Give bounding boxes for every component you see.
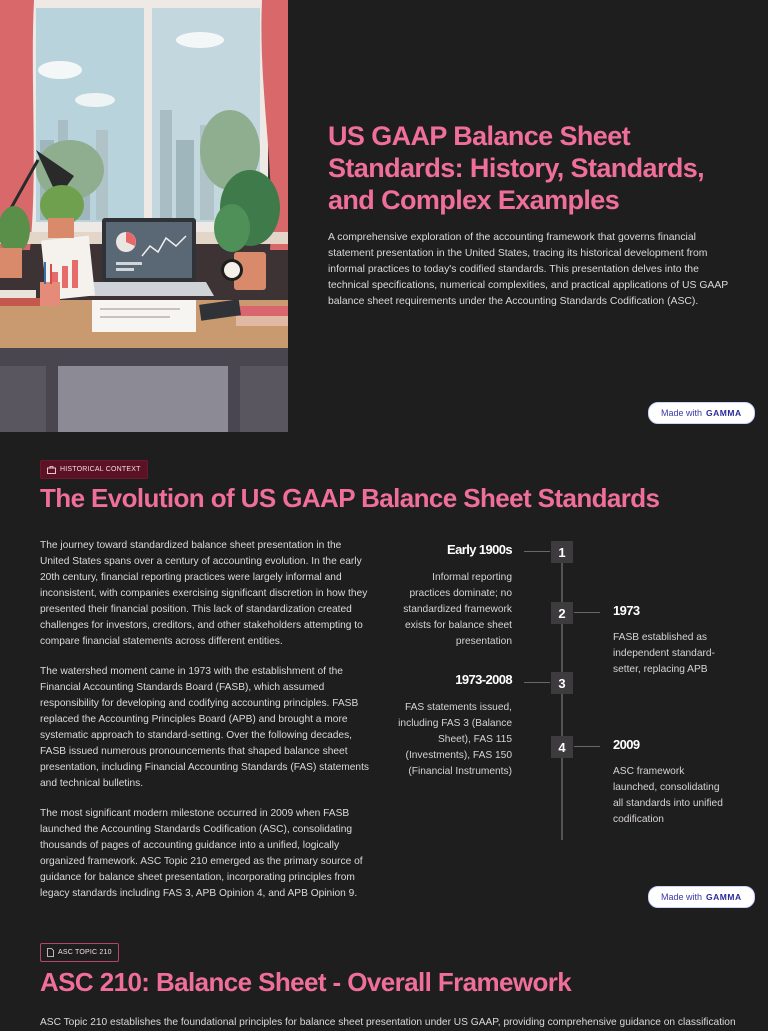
timeline bbox=[392, 538, 752, 848]
timeline-marker: 3 bbox=[551, 672, 573, 694]
section-body: ASC Topic 210 establishes the foundational principles for balance sheet presentation under US GAAP, providing comprehensive guidance on classification bbox=[40, 1017, 736, 1028]
badge-brand: GAMMA bbox=[706, 892, 742, 902]
made-with-gamma-badge[interactable] bbox=[648, 886, 755, 908]
workspace-illustration bbox=[0, 0, 288, 432]
timeline-year: 1973-2008 bbox=[455, 672, 512, 687]
paragraph: The journey toward standardized balance sheet presentation in the United States spans over a century of accounting evolution. In the early 20th century, financial reporting practices were largely informal and inconsistent, with companies exercising significant discretion in how they presented their financial position. This lack of standardization created challenges for investors, creditors, and other stakeholders attempting to compare financial statements across different entities. bbox=[40, 540, 368, 647]
timeline-year: 2009 bbox=[613, 737, 640, 752]
section-title: The Evolution of US GAAP Balance Sheet Standards bbox=[40, 483, 660, 513]
timeline-year: 1973 bbox=[613, 603, 640, 618]
badge-prefix: Made with bbox=[661, 408, 703, 418]
timeline-text: FASB established as independent standard-setter, replacing APB bbox=[613, 632, 715, 675]
timeline-text: ASC framework launched, consolidating all standards into unified codification bbox=[613, 766, 723, 825]
title-slide bbox=[0, 0, 768, 432]
document-icon bbox=[47, 948, 54, 957]
section-title: ASC 210: Balance Sheet - Overall Framework bbox=[40, 967, 572, 997]
paragraph: The most significant modern milestone occurred in 2009 when FASB launched the Accounting Standards Codification (ASC), consolidating thousands of pages of accounting guidance into a unified, logically organized framework. ASC Topic 210 emerged as the primary source of guidance for balance sheet presentation, incorporating principles from legacy standards including FAS 3, APB Opinion 4, and APB Opinion 9. bbox=[40, 808, 363, 899]
timeline-year: Early 1900s bbox=[447, 542, 512, 557]
timeline-connector bbox=[524, 551, 550, 552]
section-tag-label: HISTORICAL CONTEXT bbox=[60, 466, 141, 473]
asc-210-slide bbox=[0, 922, 768, 1028]
timeline-text: FAS statements issued, including FAS 3 (Balance Sheet), FAS 115 (Investments), FAS 150 (Financial Instruments) bbox=[398, 702, 512, 777]
timeline-connector bbox=[574, 612, 600, 613]
history-body bbox=[40, 538, 372, 916]
briefcase-icon bbox=[47, 466, 56, 474]
presentation-title: US GAAP Balance Sheet Standards: History, Standards, and Complex Examples bbox=[328, 121, 705, 215]
timeline-text: Informal reporting practices dominate; no standardized framework exists for balance sheet presentation bbox=[403, 572, 512, 647]
hero-illustration bbox=[0, 0, 288, 432]
presentation-description: A comprehensive exploration of the accounting framework that governs financial statement presentation in the United States, tracing its historical development from informal practices to today's codified standards. This presentation delves into the technical specifications, numerical complexities, and practical applications of US GAAP balance sheet requirements under the Accounting Standards Codification (ASC). bbox=[328, 232, 729, 307]
paragraph: The watershed moment came in 1973 with the establishment of the Financial Accounting Standards Board (FASB), which assumed responsibility for developing and codifying accounting principles. FASB replaced the Accounting Principles Board (APB) and brought a more systematic approach to standard-setting. Over the following decades, FASB issued numerous pronouncements that shaped balance sheet presentation, including Financial Accounting Standards (FAS) statements and technical bulletins. bbox=[40, 666, 370, 789]
badge-brand: GAMMA bbox=[706, 408, 742, 418]
made-with-gamma-badge[interactable] bbox=[648, 402, 755, 424]
section-tag-label: ASC TOPIC 210 bbox=[58, 949, 112, 956]
section-tag bbox=[40, 943, 119, 962]
badge-prefix: Made with bbox=[661, 892, 703, 902]
timeline-marker: 2 bbox=[551, 602, 573, 624]
timeline-marker: 1 bbox=[551, 541, 573, 563]
section-tag bbox=[40, 460, 148, 479]
timeline-connector bbox=[574, 746, 600, 747]
timeline-connector bbox=[524, 682, 550, 683]
timeline-marker: 4 bbox=[551, 736, 573, 758]
history-slide bbox=[0, 432, 768, 922]
